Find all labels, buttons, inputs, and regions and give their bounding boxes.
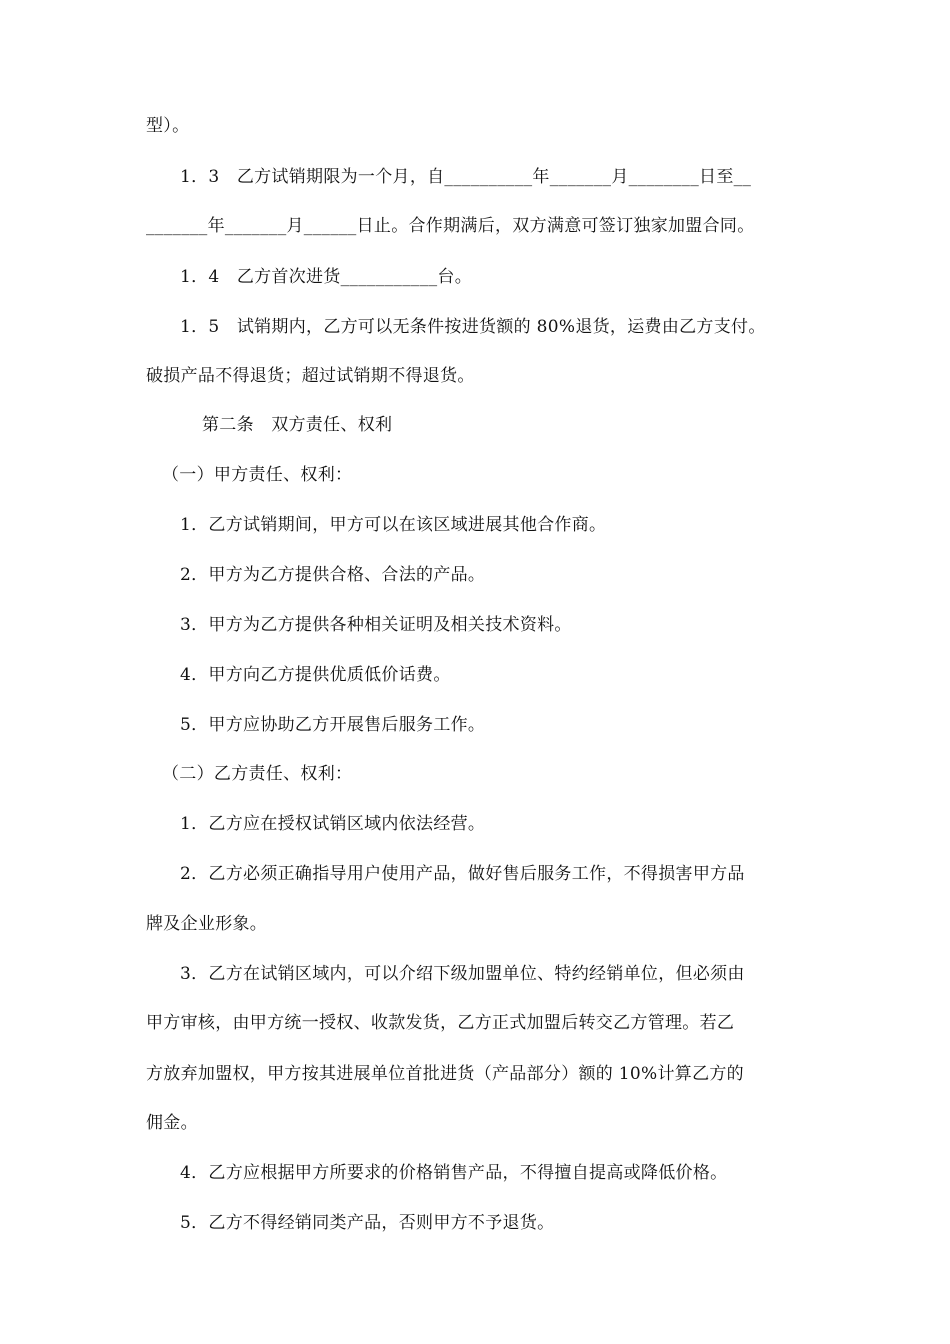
text-line-1: 型）。 (146, 116, 190, 136)
text-line-3: _______年_______月______日止。合作期满后，双方满意可签订独家加盟合同。 (146, 216, 755, 236)
clause-1-5: 1．5 试销期内，乙方可以无条件按进货额的 80%退货，运费由乙方支付。 (180, 317, 766, 337)
clause-1-4: 1．4 乙方首次进货___________台。 (180, 267, 473, 287)
text-line-6: 破损产品不得退货；超过试销期不得退货。 (146, 366, 475, 386)
party-b-item-5: 5．乙方不得经销同类产品，否则甲方不予退货。 (180, 1213, 555, 1233)
party-b-item-4: 4．乙方应根据甲方所要求的价格销售产品，不得擅自提高或降低价格。 (180, 1163, 728, 1183)
text-line-20: 方放弃加盟权，甲方按其进展单位首批进货（产品部分）额的 10%计算乙方的 (146, 1064, 744, 1084)
text-line-19: 甲方审核，由甲方统一授权、收款发货，乙方正式加盟后转交乙方管理。若乙 (146, 1013, 735, 1033)
section-heading-party-a: （一）甲方责任、权利： (162, 465, 353, 485)
party-b-item-3: 3．乙方在试销区域内，可以介绍下级加盟单位、特约经销单位，但必须由 (180, 964, 745, 984)
party-b-item-2: 2．乙方必须正确指导用户使用产品，做好售后服务工作，不得损害甲方品 (180, 864, 745, 884)
party-b-item-1: 1．乙方应在授权试销区域内依法经营。 (180, 814, 486, 834)
article-heading: 第二条 双方责任、权利 (202, 415, 393, 435)
party-a-item-4: 4．甲方向乙方提供优质低价话费。 (180, 665, 451, 685)
section-heading-party-b: （二）乙方责任、权利： (162, 764, 353, 784)
party-a-item-1: 1．乙方试销期间，甲方可以在该区域进展其他合作商。 (180, 515, 607, 535)
party-a-item-2: 2．甲方为乙方提供合格、合法的产品。 (180, 565, 486, 585)
party-a-item-5: 5．甲方应协助乙方开展售后服务工作。 (180, 715, 486, 735)
text-line-21: 佣金。 (146, 1113, 198, 1133)
party-a-item-3: 3．甲方为乙方提供各种相关证明及相关技术资料。 (180, 615, 572, 635)
clause-1-3: 1．3 乙方试销期限为一个月，自__________年_______月________日至__ (180, 167, 752, 187)
text-line-17: 牌及企业形象。 (146, 914, 268, 934)
